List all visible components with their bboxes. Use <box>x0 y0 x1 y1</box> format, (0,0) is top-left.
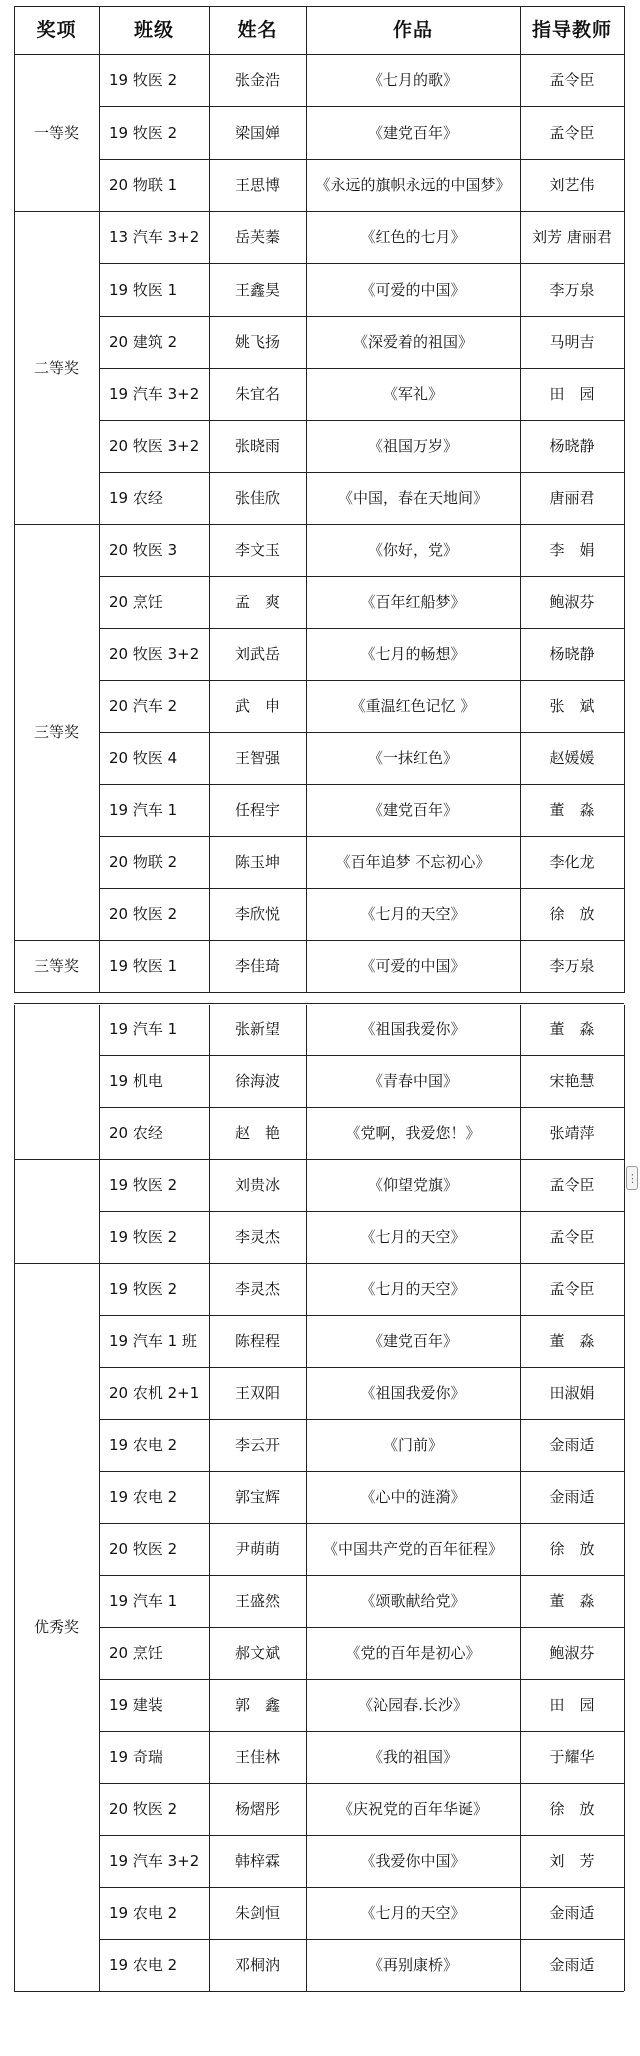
grid-line <box>99 1367 624 1368</box>
cell-teacher: 董 淼 <box>549 801 595 819</box>
cell-work: 《祖国我爱你》 <box>360 1384 466 1402</box>
cell-work: 《七月的天空》 <box>360 905 466 923</box>
cell-teacher: 张 斌 <box>549 697 595 715</box>
cell-class: 20 物联 2 <box>109 853 178 871</box>
cell-teacher: 田 园 <box>549 385 595 403</box>
grid-line <box>99 628 624 629</box>
header-teacher: 指导教师 <box>531 19 612 41</box>
cell-name: 尹萌萌 <box>234 1540 280 1558</box>
cell-name: 姚飞扬 <box>234 333 280 351</box>
scroll-handle-icon[interactable]: ⋮ <box>626 1166 638 1190</box>
cell-name: 李欣悦 <box>234 905 280 923</box>
cell-teacher: 金雨适 <box>549 1956 595 1974</box>
cell-teacher: 孟令臣 <box>549 71 595 89</box>
cell-name: 王双阳 <box>234 1384 280 1402</box>
cell-work: 《你好，党》 <box>367 541 458 559</box>
grid-line <box>14 1159 624 1160</box>
cell-class: 19 农电 2 <box>109 1956 178 1974</box>
cell-name: 陈玉坤 <box>234 853 280 871</box>
cell-teacher: 徐 放 <box>549 1540 595 1558</box>
cell-class: 19 农经 <box>109 489 163 507</box>
cell-teacher: 董 淼 <box>549 1332 595 1350</box>
cell-name: 王鑫昊 <box>234 281 280 299</box>
grid-line <box>14 1263 624 1264</box>
cell-teacher: 杨晓静 <box>549 645 595 663</box>
grid-line <box>14 211 624 212</box>
cell-class: 19 牧医 2 <box>109 1280 178 1298</box>
cell-work: 《我爱你中国》 <box>360 1852 466 1870</box>
cell-work: 《庆祝党的百年华诞》 <box>337 1800 488 1818</box>
cell-teacher: 孟令臣 <box>549 1228 595 1246</box>
cell-name: 李佳琦 <box>234 957 280 975</box>
cell-teacher: 李化龙 <box>549 853 595 871</box>
award-label: 三等奖 <box>33 723 79 741</box>
header-class: 班级 <box>133 19 174 41</box>
cell-work: 《心中的涟漪》 <box>360 1488 466 1506</box>
cell-work: 《百年红船梦》 <box>360 593 466 611</box>
cell-name: 岳芙蓁 <box>234 228 280 246</box>
cell-class: 20 牧医 4 <box>109 749 178 767</box>
cell-teacher: 鲍淑芬 <box>549 1644 595 1662</box>
cell-name: 刘武岳 <box>234 645 280 663</box>
cell-work: 《党啊，我爱您！》 <box>345 1124 481 1142</box>
grid-line <box>99 784 624 785</box>
grid-line <box>99 1471 624 1472</box>
award-label: 一等奖 <box>33 123 79 142</box>
cell-teacher: 鲍淑芬 <box>549 593 595 611</box>
grid-line <box>99 1315 624 1316</box>
cell-class: 20 建筑 2 <box>109 333 178 351</box>
cell-work: 《建党百年》 <box>367 124 458 142</box>
cell-work: 《永远的旗帜永远的中国梦》 <box>315 176 511 194</box>
cell-class: 19 牧医 2 <box>109 1228 178 1246</box>
grid-line <box>99 159 624 160</box>
cell-class: 20 牧医 3 <box>109 541 178 559</box>
grid-line <box>99 368 624 369</box>
grid-line <box>99 888 624 889</box>
header-award: 奖项 <box>36 19 77 41</box>
cell-class: 19 汽车 3+2 <box>109 385 200 403</box>
cell-teacher: 金雨适 <box>549 1904 595 1922</box>
grid-line <box>99 1055 624 1056</box>
cell-name: 赵 艳 <box>234 1124 280 1142</box>
cell-work: 《红色的七月》 <box>360 228 466 246</box>
cell-teacher: 徐 放 <box>549 905 595 923</box>
cell-work: 《七月的畅想》 <box>360 645 466 663</box>
cell-work: 《仰望党旗》 <box>367 1176 458 1194</box>
cell-name: 王盛然 <box>234 1592 280 1610</box>
cell-name: 刘贵冰 <box>234 1176 280 1194</box>
cell-name: 韩梓霖 <box>234 1852 280 1870</box>
award-label: 三等奖 <box>33 957 79 975</box>
cell-class: 19 农电 2 <box>109 1904 178 1922</box>
grid-line <box>99 106 624 107</box>
cell-teacher: 赵媛媛 <box>549 749 595 767</box>
grid-line <box>99 420 624 421</box>
cell-name: 朱剑恒 <box>234 1904 280 1922</box>
grid-line <box>14 1991 624 1992</box>
cell-work: 《党的百年是初心》 <box>345 1644 481 1662</box>
cell-work: 《门前》 <box>382 1436 443 1454</box>
grid-line <box>99 680 624 681</box>
cell-name: 杨熠彤 <box>234 1800 280 1818</box>
cell-work: 《七月的天空》 <box>360 1280 466 1298</box>
cell-teacher: 徐 放 <box>549 1800 595 1818</box>
cell-name: 郭宝辉 <box>234 1488 280 1506</box>
cell-teacher: 田 园 <box>549 1696 595 1714</box>
cell-name: 张晓雨 <box>234 437 280 455</box>
cell-class: 20 农机 2+1 <box>109 1384 200 1402</box>
grid-line <box>99 1419 624 1420</box>
cell-class: 20 物联 1 <box>109 176 178 194</box>
cell-work: 《七月的歌》 <box>367 71 458 89</box>
cell-name: 张佳欣 <box>234 489 280 507</box>
cell-name: 任程宇 <box>234 801 280 819</box>
cell-teacher: 唐丽君 <box>549 489 595 507</box>
cell-work: 《沁园春.长沙》 <box>358 1696 468 1714</box>
cell-work: 《青春中国》 <box>367 1072 458 1090</box>
cell-work: 《颂歌献给党》 <box>360 1592 466 1610</box>
cell-teacher: 孟令臣 <box>549 124 595 142</box>
cell-teacher: 金雨适 <box>549 1436 595 1454</box>
cell-name: 徐海波 <box>234 1072 280 1090</box>
cell-teacher: 董 淼 <box>549 1020 595 1038</box>
cell-work: 《建党百年》 <box>367 1332 458 1350</box>
cell-class: 19 汽车 3+2 <box>109 1852 200 1870</box>
cell-class: 19 汽车 1 班 <box>109 1332 197 1350</box>
award-label: 优秀奖 <box>33 1618 79 1636</box>
cell-work: 《百年追梦 不忘初心》 <box>335 853 491 871</box>
cell-class: 19 牧医 1 <box>109 281 178 299</box>
header-name: 姓名 <box>237 19 278 41</box>
cell-work: 《祖国我爱你》 <box>360 1020 466 1038</box>
cell-name: 郝文斌 <box>234 1644 280 1662</box>
cell-teacher: 张靖萍 <box>549 1124 595 1142</box>
cell-work: 《祖国万岁》 <box>367 437 458 455</box>
cell-teacher: 杨晓静 <box>549 437 595 455</box>
grid-line <box>99 472 624 473</box>
grid-line <box>99 263 624 264</box>
cell-work: 《可爱的中国》 <box>360 281 466 299</box>
cell-name: 李灵杰 <box>234 1280 280 1298</box>
cell-class: 19 牧医 1 <box>109 957 178 975</box>
grid-line <box>99 316 624 317</box>
cell-name: 张新望 <box>234 1020 280 1038</box>
cell-name: 陈程程 <box>234 1332 280 1350</box>
cell-class: 20 牧医 3+2 <box>109 437 200 455</box>
grid-line <box>14 6 624 7</box>
cell-name: 王思博 <box>234 176 280 194</box>
cell-class: 19 牧医 2 <box>109 124 178 142</box>
cell-class: 19 牧医 2 <box>109 71 178 89</box>
cell-class: 19 汽车 1 <box>109 1020 178 1038</box>
cell-teacher: 马明吉 <box>549 333 595 351</box>
cell-name: 邓桐汭 <box>234 1956 280 1974</box>
cell-teacher: 金雨适 <box>549 1488 595 1506</box>
cell-work: 《我的祖国》 <box>367 1748 458 1766</box>
grid-line <box>99 1523 624 1524</box>
cell-class: 19 农电 2 <box>109 1436 178 1454</box>
cell-class: 19 机电 <box>109 1072 163 1090</box>
grid-line <box>14 940 624 941</box>
cell-work: 《建党百年》 <box>367 801 458 819</box>
grid-line <box>14 1003 624 1004</box>
grid-line <box>99 1887 624 1888</box>
cell-work: 《一抹红色》 <box>367 749 458 767</box>
cell-teacher: 于耀华 <box>549 1748 595 1766</box>
grid-line <box>99 836 624 837</box>
cell-work: 《军礼》 <box>382 385 443 403</box>
cell-teacher: 孟令臣 <box>549 1280 595 1298</box>
cell-class: 19 牧医 2 <box>109 1176 178 1194</box>
cell-work: 《可爱的中国》 <box>360 957 466 975</box>
cell-name: 孟 爽 <box>234 593 280 611</box>
cell-teacher: 董 淼 <box>549 1592 595 1610</box>
cell-teacher: 刘芳 唐丽君 <box>532 228 612 246</box>
cell-work: 《中国，春在天地间》 <box>337 489 488 507</box>
cell-work: 《中国共产党的百年征程》 <box>322 1540 503 1558</box>
cell-name: 王佳林 <box>234 1748 280 1766</box>
cell-work: 《七月的天空》 <box>360 1228 466 1246</box>
grid-line <box>14 54 624 55</box>
grid-line <box>99 1731 624 1732</box>
cell-class: 20 牧医 2 <box>109 1540 178 1558</box>
cell-name: 李文玉 <box>234 541 280 559</box>
cell-name: 朱宜名 <box>234 385 280 403</box>
cell-class: 19 农电 2 <box>109 1488 178 1506</box>
award-label: 二等奖 <box>33 358 79 377</box>
cell-teacher: 李 娟 <box>549 541 595 559</box>
cell-name: 李灵杰 <box>234 1228 280 1246</box>
cell-class: 20 烹饪 <box>109 1644 163 1662</box>
cell-work: 《重温红色记忆 》 <box>350 697 476 715</box>
cell-name: 李云开 <box>234 1436 280 1454</box>
header-work: 作品 <box>392 19 433 41</box>
cell-work: 《七月的天空》 <box>360 1904 466 1922</box>
cell-teacher: 刘 芳 <box>549 1852 595 1870</box>
grid-line <box>99 1575 624 1576</box>
cell-teacher: 李万泉 <box>549 957 595 975</box>
grid-line <box>99 1939 624 1940</box>
cell-class: 20 牧医 2 <box>109 905 178 923</box>
grid-line <box>99 576 624 577</box>
grid-line <box>99 1783 624 1784</box>
cell-work: 《深爱着的祖国》 <box>352 333 473 351</box>
cell-teacher: 孟令臣 <box>549 1176 595 1194</box>
cell-class: 20 牧医 3+2 <box>109 645 200 663</box>
cell-class: 19 奇瑞 <box>109 1748 163 1766</box>
cell-class: 20 农经 <box>109 1124 163 1142</box>
cell-teacher: 宋艳慧 <box>549 1072 595 1090</box>
cell-teacher: 李万泉 <box>549 281 595 299</box>
grid-line <box>99 1679 624 1680</box>
cell-teacher: 刘艺伟 <box>549 176 595 194</box>
cell-class: 19 汽车 1 <box>109 1592 178 1610</box>
cell-class: 19 汽车 1 <box>109 801 178 819</box>
cell-name: 梁国婵 <box>234 124 280 142</box>
cell-class: 20 牧医 2 <box>109 1800 178 1818</box>
cell-name: 张金浩 <box>234 71 280 89</box>
cell-class: 19 建装 <box>109 1696 163 1714</box>
grid-line <box>99 1627 624 1628</box>
grid-line <box>99 1835 624 1836</box>
grid-line <box>99 1211 624 1212</box>
cell-class: 20 汽车 2 <box>109 697 178 715</box>
grid-line <box>99 1107 624 1108</box>
cell-teacher: 田淑娟 <box>549 1384 595 1402</box>
cell-class: 13 汽车 3+2 <box>109 228 200 246</box>
cell-work: 《再别康桥》 <box>367 1956 458 1974</box>
grid-line <box>14 524 624 525</box>
cell-name: 郭 鑫 <box>234 1696 280 1714</box>
cell-class: 20 烹饪 <box>109 593 163 611</box>
grid-line <box>99 732 624 733</box>
cell-name: 武 申 <box>234 697 280 715</box>
cell-name: 王智强 <box>234 749 280 767</box>
